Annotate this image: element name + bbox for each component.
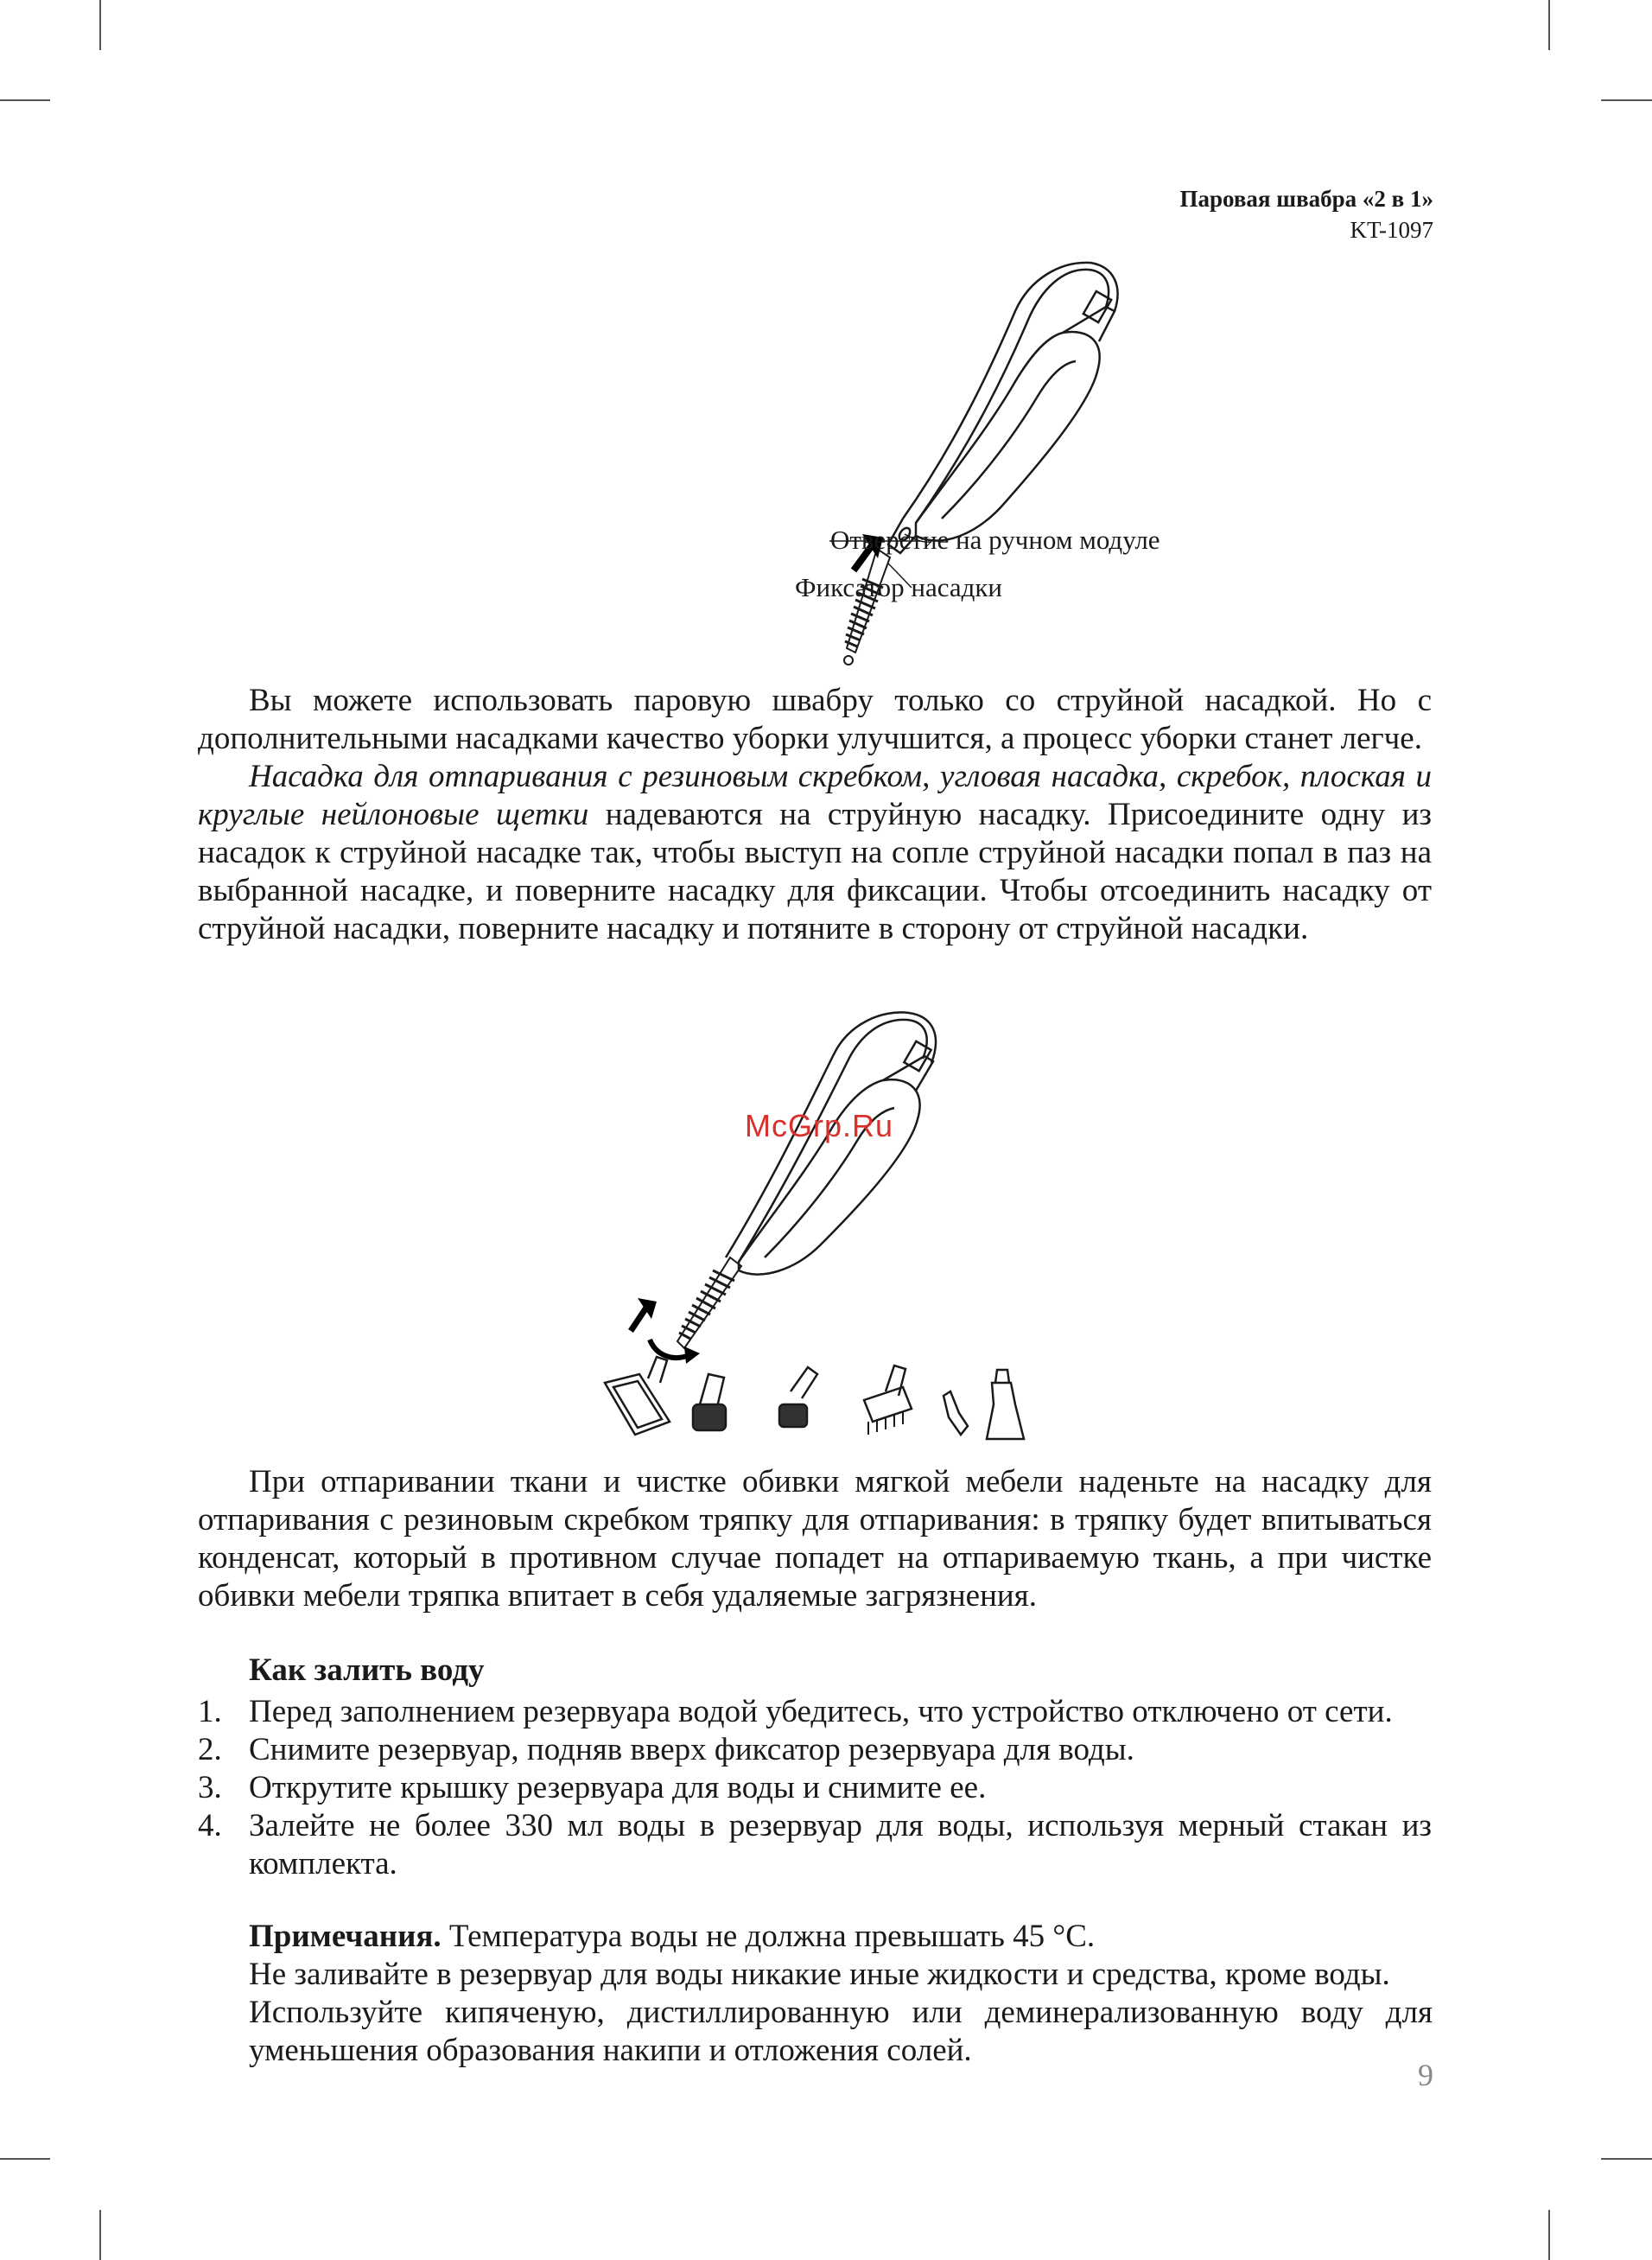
notes-text: Температура воды не должна превышать 45 °С.	[441, 1919, 1096, 1954]
paragraph-steaming	[198, 1463, 1432, 1615]
list-number: 3.	[198, 1770, 222, 1805]
notes-text: Используйте кипяченую, дистиллированную или деминерализованную воду для уменьшения образования накипи и отложения солей.	[249, 1995, 1433, 2068]
page-header	[1179, 183, 1433, 245]
crop-mark	[0, 2158, 50, 2160]
paragraph-text: надеваются на струйную насадку. Присоедините одну из насадок к струйной насадке так, чтобы выступ на сопле струйной насадки попал в паз на выбранной насадке, и поверните насадку для фиксации. Чтобы отсоединить насадку от струйной насадки, поверните насадку и потяните в сторону от струйной насадки.	[198, 797, 1432, 946]
figure-handheld-nozzle	[657, 259, 1210, 674]
list-number: 4.	[198, 1808, 222, 1843]
crop-mark	[99, 2210, 101, 2260]
crop-mark	[1601, 99, 1652, 101]
crop-mark	[1548, 2210, 1550, 2260]
crop-mark	[0, 99, 50, 101]
crop-mark	[99, 0, 101, 50]
product-model: KT-1097	[1350, 217, 1433, 243]
paragraph-italic-phrase: Насадка для отпаривания с резиновым скребком, угловая насадка, скребок, плоская и круглые нейлоновые щетки	[198, 759, 1432, 832]
list-item	[198, 1693, 1432, 1731]
handheld-nozzle-illustration	[657, 259, 1210, 674]
list-text: Перед заполнением резервуара водой убедитесь, что устройство отключено от сети.	[249, 1694, 1393, 1729]
list-item	[198, 1769, 1432, 1807]
paragraph-text: Вы можете использовать паровую швабру только со струйной насадкой. Но с дополнительными насадками качество уборки улучшится, а процесс уборки станет легче.	[198, 683, 1432, 756]
list-text: Снимите резервуар, подняв вверх фиксатор резервуара для воды.	[249, 1732, 1134, 1767]
paragraph-attachments	[198, 758, 1432, 948]
crop-mark	[1548, 0, 1550, 50]
list-number: 2.	[198, 1732, 222, 1767]
fill-water-steps	[198, 1693, 1432, 1883]
list-number: 1.	[198, 1694, 222, 1729]
paragraph-text: При отпаривании ткани и чистке обивки мягкой мебели наденьте на насадку для отпаривания с резиновым скребком тряпку для отпаривания: в тряпку будет впитываться конденсат, который в противном случае попадет на отпариваемую ткань, а при чистке обивки мебели тряпка впитает в себя удаляемые загрязнения.	[198, 1464, 1432, 1614]
page-number: 9	[1418, 2058, 1433, 2092]
notes	[249, 1918, 1433, 2070]
list-text: Открутите крышку резервуара для воды и снимите ее.	[249, 1770, 987, 1805]
crop-mark	[1601, 2158, 1652, 2160]
callout-handle-hole: Отверстие на ручном модуле	[830, 525, 1160, 555]
section-heading: Как залить воду	[249, 1652, 485, 1688]
attachments-illustration	[588, 1011, 1071, 1443]
notes-text: Не заливайте в резервуар для воды никакие иные жидкости и средства, кроме воды.	[249, 1957, 1390, 1992]
list-item	[198, 1807, 1432, 1883]
watermark: McGrp.Ru	[745, 1108, 894, 1143]
paragraph-intro	[198, 682, 1432, 758]
product-title: Паровая швабра «2 в 1»	[1179, 186, 1433, 212]
figure-attachments	[588, 1011, 1071, 1443]
callout-nozzle-lock: Фиксатор насадки	[795, 572, 1003, 602]
notes-label: Примечания.	[249, 1919, 442, 1954]
list-item	[198, 1731, 1432, 1769]
list-text: Залейте не более 330 мл воды в резервуар для воды, используя мерный стакан из комплекта.	[249, 1808, 1432, 1881]
